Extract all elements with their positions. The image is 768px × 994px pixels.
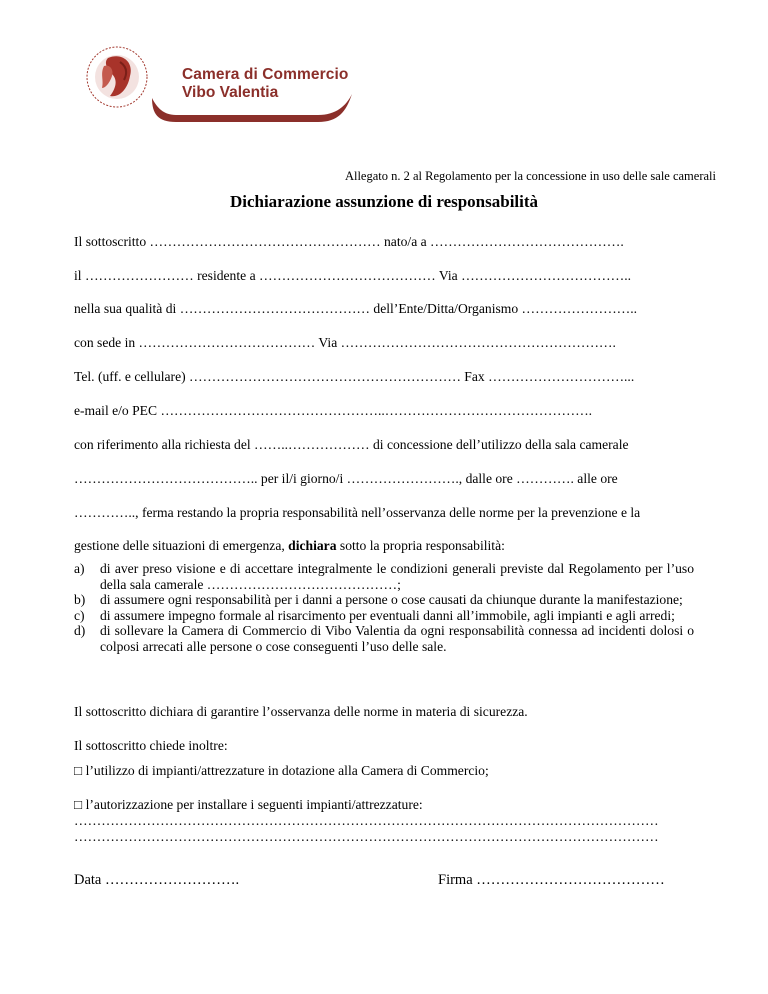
- requests-intro: Il sottoscritto chiede inoltre:: [74, 738, 228, 753]
- form-line-days: ………………………………….. per il/i giorno/i ……………………., dalle ore …………. alle ore: [74, 471, 618, 486]
- attachment-note: Allegato n. 2 al Regolamento per la concessione in uso delle sale camerali: [344, 169, 716, 183]
- form-line-responsibility: ………….., ferma restando la propria responsabilità nell’osservanza delle norme per la prevenzione e la: [74, 505, 641, 520]
- item-text: di assumere ogni responsabilità per i danni a persone o cose causati da chiunque durante la manifestazione;: [100, 592, 683, 608]
- item-marker: d): [74, 623, 86, 639]
- safety-statement: Il sottoscritto dichiara di garantire l’osservanza delle norme in materia di sicurezza.: [74, 704, 528, 719]
- declares-post: sotto la propria responsabilità:: [336, 538, 505, 553]
- equipment-blank-line-2: …………………………………………………………………………………………………………………: [74, 829, 659, 844]
- form-line-declares: [74, 538, 505, 554]
- signature-field: Firma …………………………………: [438, 872, 665, 888]
- item-marker: c): [74, 607, 85, 623]
- seal-emblem: [87, 47, 147, 107]
- form-line-role: nella sua qualità di …………………………………… dell’Ente/Ditta/Organismo ……………………..: [74, 301, 638, 316]
- brand-name-line1: Camera di Commercio: [182, 66, 349, 83]
- form-line-seat: con sede in ………………………………… Via …………………………………………………….: [74, 335, 616, 350]
- item-text: di aver preso visione e di accettare integralmente le condizioni generali previste dal Regolamento per l’uso della sala camerale ……………………………………;: [100, 561, 694, 592]
- declaration-item: [74, 561, 694, 592]
- form-line-residence: il …………………… residente a ………………………………… Via ………………………………..: [74, 268, 631, 283]
- declares-pre: gestione delle situazioni di emergenza,: [74, 538, 289, 553]
- declaration-item: [74, 592, 694, 608]
- declarations-list: [74, 561, 694, 655]
- brand-name-line2: Vibo Valentia: [182, 84, 279, 101]
- option-install-authorization[interactable]: □ l’autorizzazione per installare i seguenti impianti/attrezzature:: [74, 797, 423, 812]
- item-marker: a): [74, 561, 85, 576]
- form-line-name: Il sottoscritto …………………………………………… nato/a a …………………………………….: [74, 234, 624, 249]
- item-text: di sollevare la Camera di Commercio di Vibo Valentia da ogni responsabilità connessa ad incidenti dolosi o colposi arrecati alle persone o cose conseguenti l’uso delle sale.: [100, 623, 694, 654]
- declaration-item: [74, 608, 694, 624]
- option-equipment-use[interactable]: □ l’utilizzo di impianti/attrezzature in dotazione alla Camera di Commercio;: [74, 763, 489, 778]
- document-title: Dichiarazione assunzione di responsabilità: [229, 192, 539, 211]
- form-line-email: e-mail e/o PEC …………………………………………..……………………………………….: [74, 403, 593, 418]
- form-line-request: con riferimento alla richiesta del ……..……………… di concessione dell’utilizzo della sala camerale: [74, 437, 629, 452]
- item-marker: b): [74, 592, 86, 608]
- equipment-blank-line-1: …………………………………………………………………………………………………………………: [74, 813, 659, 828]
- declares-bold: dichiara: [288, 538, 337, 553]
- declaration-item: [74, 623, 694, 654]
- item-text: di assumere impegno formale al risarcimento per eventuali danni all’immobile, agli impianti e agli arredi;: [100, 607, 675, 623]
- form-line-phone: Tel. (uff. e cellulare) …………………………………………………… Fax …………………………...: [74, 369, 635, 384]
- date-field: Data ……………………….: [74, 872, 240, 888]
